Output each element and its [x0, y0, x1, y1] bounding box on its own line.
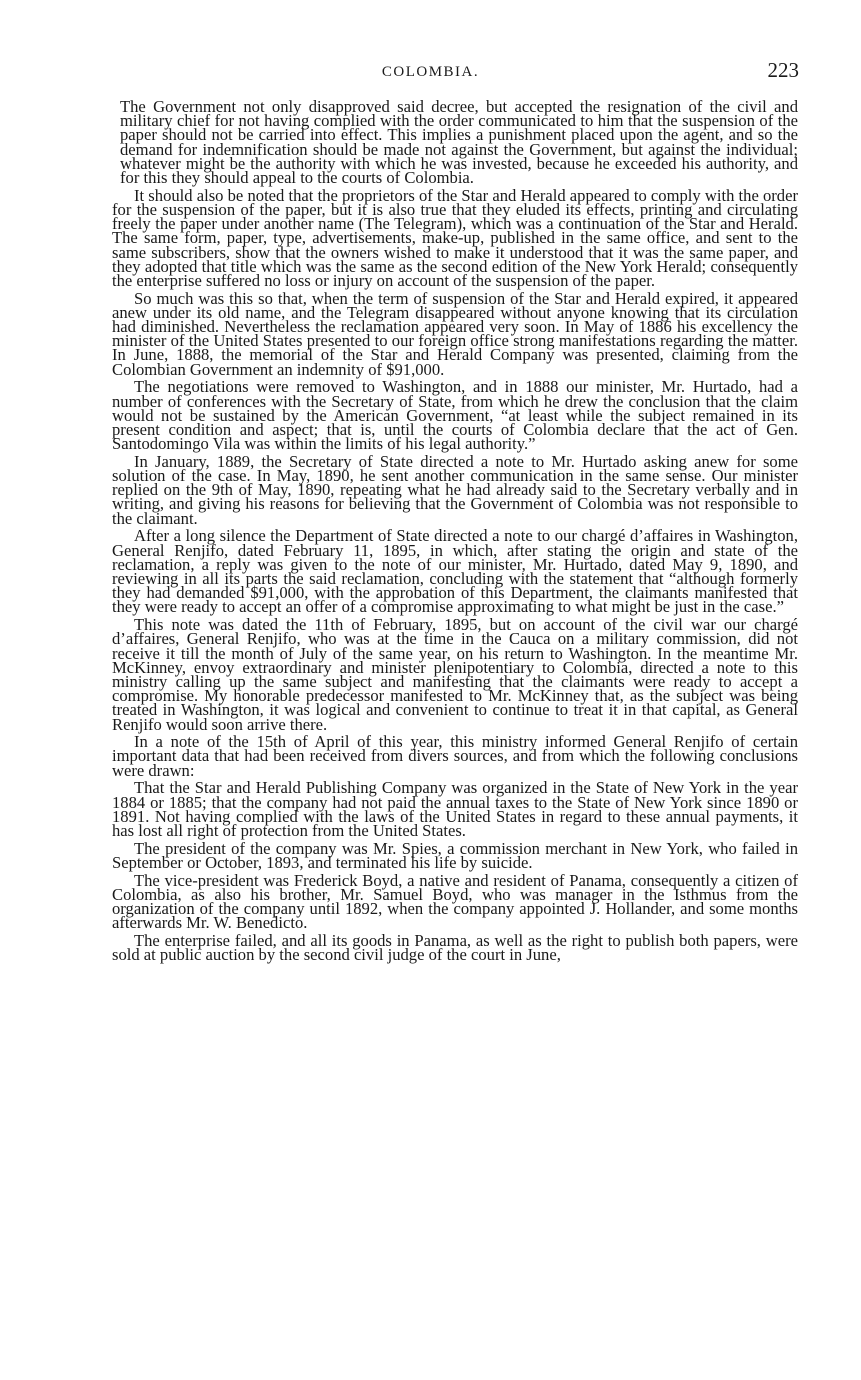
running-head [0, 58, 861, 86]
paragraph: The president of the company was Mr. Spies, a commission merchant in New York, who failed in September or October, 1893, and terminated his life by suicide. [112, 838, 798, 872]
page-title: COLOMBIA. [381, 64, 480, 80]
paragraph: So much was this so that, when the term of suspension of the Star and Herald expired, it appeared anew under its old name, and the Telegram disappeared without anyone knowing that its circulation had diminished. Nevertheless the reclamation appeared very soon. In May of 1886 his excellency the minister of the United States presented to our foreign office strong manifestations regarding the matter. In June, 1888, the memorial of the Star and Herald Company was presented, claiming from the Colombian Government an indemnity of $91,000. [112, 288, 798, 379]
paragraph: In a note of the 15th of April of this year, this ministry informed General Renjifo of certain important data that had been received from divers sources, and from which the following conclusions were drawn: [112, 732, 798, 780]
paragraph: The Government not only disapproved said decree, but accepted the resignation of the civil and military chief for not having complied with the order communicated to him that the suspension of the paper should not be carried into effect. This implies a punishment placed upon the agent, and so the demand for indemnification should be made not against the Government, but against the individual; whatever might be the authority with which he was invested, because he exceeded his authority, and for this they should appeal to the courts of Colombia. [120, 97, 798, 188]
paragraph: This note was dated the 11th of February, 1895, but on account of the civil war our chargé d’affaires, General Renjifo, who was at the time in the Cauca on a military commission, did not receive it till the month of July of the same year, on his return to Washington. In the meantime Mr. McKinney, envoy extraordinary and minister plenipotentiary to Colombia, directed a note to this ministry calling up the same subject and manifesting that the claimants were ready to accept a compromise. My honorable predecessor manifested to Mr. McKinney that, as the subject was being treated in Washington, it was logical and convenient to continue to treat it in that capital, as General Renjifo would soon arrive there. [112, 615, 798, 734]
paragraph: It should also be noted that the proprietors of the Star and Herald appeared to comply with the order for the suspension of the paper, but it is also true that they eluded its effects, printing and circulating freely the paper under another name (The Telegram), which was a continuation of the Star and Herald. The same form, paper, type, advertisements, make-up, published in the same office, and sent to the same subscribers, show that the owners wished to make it understood that it was the same paper, and they adopted that title which was the same as the second edition of the New York Herald; consequently the enterprise suffered no loss or injury on account of the suspension of the paper. [112, 185, 798, 290]
paragraph: That the Star and Herald Publishing Company was organized in the State of New York in the year 1884 or 1885; that the company had not paid the annual taxes to the State of New York since 1890 or 1891. Not having complied with the laws of the United States in regard to these annual payments, it has lost all right of protection from the United States. [112, 778, 798, 840]
paragraph: After a long silence the Department of State directed a note to our chargé d’affaires in Washington, General Renjifo, dated February 11, 1895, in which, after stating the origin and state of the reclamation, a reply was given to the note of our minister, Mr. Hurtado, dated May 9, 1890, and reviewing in all its parts the said reclamation, concluding with the statement that “although formerly they had demanded $91,000, with the approbation of this Department, the claimants manifested that they were ready to accept an offer of a compromise approximating to what might be just in the case.” [112, 526, 798, 617]
paragraph: In January, 1889, the Secretary of State directed a note to Mr. Hurtado asking anew for some solution of the case. In May, 1890, he sent another communication in the same sense. Our minister replied on the 9th of May, 1890, repeating what he had already said to the Secretary verbally and in writing, and giving his reasons for believing that the Government of Colombia was not responsible to the claimant. [112, 451, 798, 528]
body-text [112, 97, 798, 966]
paragraph: The vice-president was Frederick Boyd, a native and resident of Panama, consequently a citizen of Colombia, as also his brother, Mr. Samuel Boyd, who was manager in the Isthmus from the organization of the company until 1892, when the company appointed J. Hollander, and some months afterwards Mr. W. Benedicto. [112, 870, 798, 933]
page-number: 223 [767, 58, 799, 82]
paragraph: The negotiations were removed to Washington, and in 1888 our minister, Mr. Hurtado, had a number of conferences with the Secretary of State, from which he drew the conclusion that the claim would not be sustained by the American Government, “at least while the subject remained in its present condition and aspect; that is, until the courts of Colombia declare that the act of Gen. Santodomingo Vila was within the limits of his legal authority.” [112, 377, 798, 454]
paragraph: The enterprise failed, and all its goods in Panama, as well as the right to publish both papers, were sold at public auction by the second civil judge of the court in June, [112, 930, 798, 965]
